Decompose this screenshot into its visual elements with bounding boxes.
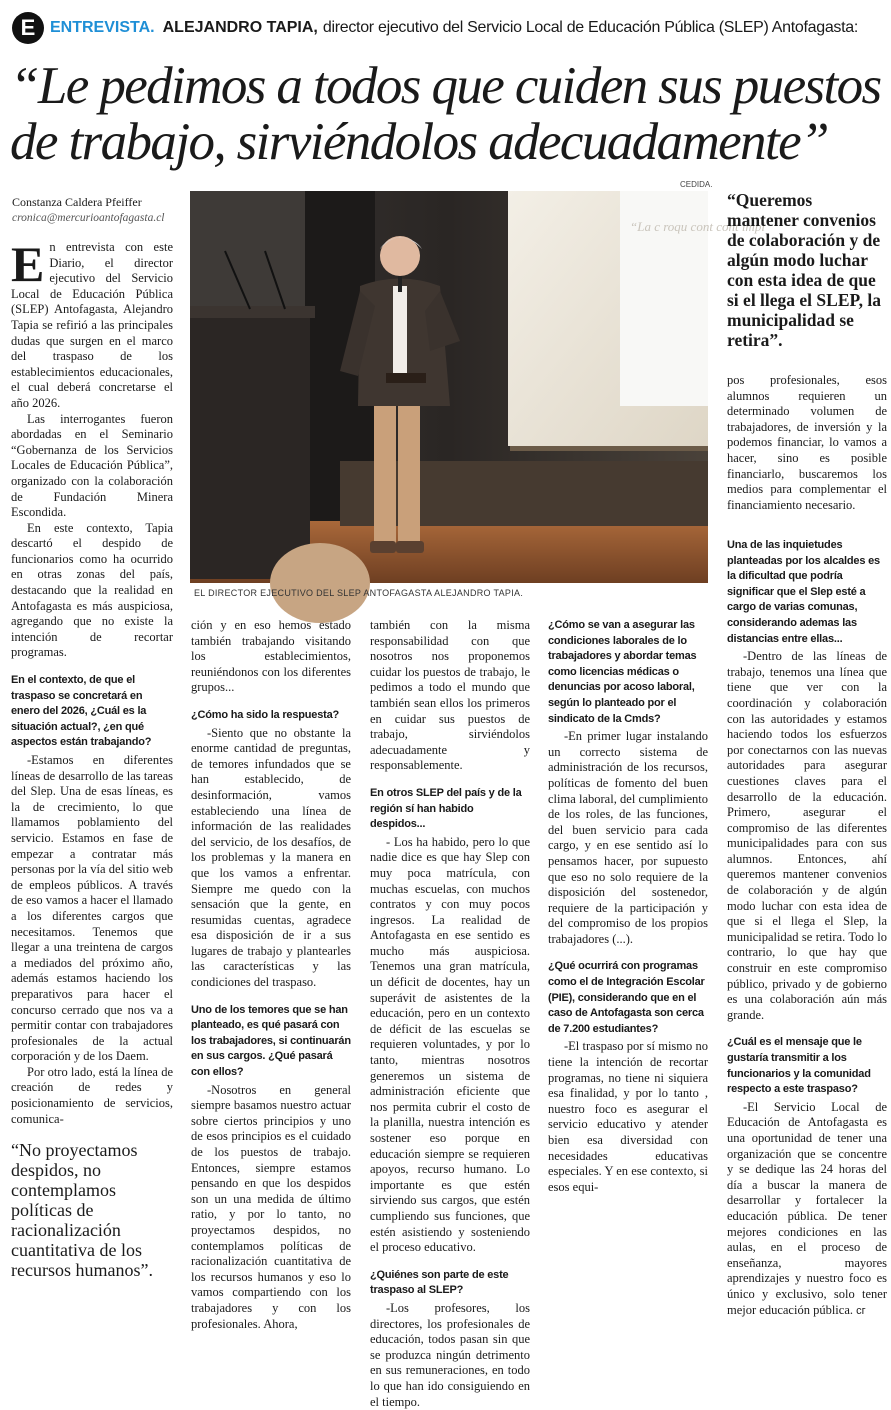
article-column-1 (11, 236, 173, 1127)
interview-question: Uno de los temores que se han planteado, es qué pasará con los trabajadores, si continuarán en sus cargos. ¿Qué pasará con ellos? (191, 1003, 351, 1079)
interview-answer: -En primer lugar instalando un correcto sistema de administración de los recursos, políticas de fomento del buen clima laboral, del cumplimiento de los roles, de las funciones, del buen servicio para cada cargo, y en ese sentido así lo pensamos hacer, por supuesto que eso no solo requiere de la disposición del sostenedor, requiere de la participación y del compromiso de los propios trabajadores (...). (548, 729, 708, 946)
interview-answer: Por otro lado, está la línea de creación de redes y posicionamiento de servicios, comunica- (11, 1064, 173, 1126)
interview-answer: también con la misma responsabilidad con que nosotros nos proponemos cuidar los puestos de trabajo, le pedimos a todo el mundo que también sean ellos los primeros en cuidar sus puestos de trabajo, sirviéndolos adecuadamente y responsablemente. (370, 618, 530, 773)
article-column-3 (370, 618, 530, 1410)
interview-answer: -Nosotros en general siempre basamos nuestro actuar sobre ciertos principios y uno de esos principios es el cuidado de los puestos de trabajo. Entonces, siempre estamos pensando en que los despidos son un una medida de último ratio, y por lo tanto, no proyectamos despidos, no contemplamos políticas de racionalización cuantitativa de los recursos humanos y eso lo vamos compartiendo con los trabajadores y con los profesionales. Ahora, (191, 1082, 351, 1331)
end-mark-icon: ᴄᴦ (856, 1304, 866, 1317)
interview-question: En el contexto, de que el traspaso se concretará en enero del 2026, ¿Cuál es la situación actual?, ¿en qué aspectos están trabajando? (11, 674, 152, 749)
interview-answer: -El traspaso por sí mismo no tiene la intención de recortar programas, no tiene ni siquiera esa finalidad, y por lo tanto , nuestro foco es asegurar el servicio educativo y atender bien esa diversidad con necesidades educativas especiales. Y en ese contexto, si esos equi- (548, 1039, 708, 1194)
photo-illustration (190, 191, 765, 583)
lead-paragraph: En entrevista con este Diario, el director ejecutivo del Servicio Local de Educación Pública (SLEP) Antofagasta, Alejandro Tapia se refirió a las principales dudas que surgen en el marco del traspaso de los establecimientos educacionales, el cual deberá concretarse el año 2026. (11, 236, 173, 410)
article-column-5-top (727, 373, 887, 513)
paragraph: En este contexto, Tapia descartó el despido de funcionarios como ha ocurrido en otras zonas del país, destacando que la realidad en Antofagasta es más auspiciosa, agregando que no existe la intención de recortar programas. (11, 520, 173, 660)
pull-quote-left: “No proyectamos despidos, no contemplamos políticas de racionalización cuantitativa de los recursos humanos”. (11, 1140, 153, 1280)
headline: “Le pedimos a todos que cuiden sus puestos de trabajo, sirviéndolos adecuadamente” (10, 57, 881, 171)
interview-answer: pos profesionales, esos alumnos requieren un determinado volumen de trabajadores, de inversión y la podemos financiar, lo vamos a hacer, sino es posible financiarlo, buscaremos los medios para complementar el financiamiento necesario. (727, 373, 887, 512)
interview-question: ¿Quiénes son parte de este traspaso al SLEP? (370, 1268, 509, 1297)
section-badge: E (12, 12, 44, 44)
interview-question: ¿Cómo ha sido la respuesta? (191, 708, 340, 721)
article-column-4 (548, 618, 708, 1195)
interview-answer: -Los profesores, los directores, los profesionales de educación, todos pasan sin que se produzca ningún detrimento en sus remuneraciones, en todo lo que han ido consiguiendo en el tiempo. (370, 1300, 530, 1409)
byline-author: Constanza Caldera Pfeiffer (12, 195, 142, 209)
interview-answer: -Dentro de las líneas de trabajo, tenemos una línea que tiene que ver con la coordinación y colaboración con las autoridades y estamos haciendo todos los esfuerzos por conectarnos con las nuevas autoridades para asegurar cuestiones claves para el desarrollo de la educación. Primero, asegurar el compromiso de las diferentes municipalidades para con sus alumnos. Entonces, ahí queremos mantener convenios de colaboración y de algún modo luchar con esta idea de que si el llega el Slep, la municipalidad se retira. Todo lo contrario, lo que hay que construir en este compromiso público, privado y de gobierno es una colaboración aún más grande. (727, 649, 887, 1022)
interview-answer: -Estamos en diferentes líneas de desarrollo de las tareas del Slep. Una de esas líneas, es la de crecimiento, lo que llamamos poblamiento del servicio. Estamos en fase de empezar a contratar más personas por la vía del sitio web de empleos públicos. A través de eso vamos a hacer el llamado a los diferentes cargos que necesitamos. Tenemos que llegar a una treintena de cargos a mediados del próximo año, además estamos haciendo los preparativos para hacer el concurso cerrado que nos va a permitir contar con trabajadores profesionales de la actual corporación y de los Daem. (11, 753, 173, 1064)
article-column-5 (727, 538, 887, 1319)
interview-question: Una de las inquietudes planteadas por los alcaldes es la dificultad que podría significar que el Slep esté a cargo de varias comunas, considerando ademas las distancias entre ellas... (727, 539, 880, 645)
photo-caption: EL DIRECTOR EJECUTIVO DEL SLEP ANTOFAGASTA ALEJANDRO TAPIA. (194, 588, 524, 598)
article-photo (190, 191, 765, 583)
kicker-line (12, 10, 882, 46)
interview-answer: ción y en eso hemos estado también trabajando visitando los establecimientos, reuniéndonos con los diferentes grupos... (191, 618, 351, 695)
section-label: ENTREVISTA. (50, 19, 155, 36)
interview-answer: - Los ha habido, pero lo que nadie dice es que hay Slep con muy poca matrícula, con muchas escuelas, con muchos contratos y con muy pocos ingresos. La realidad de Antofagasta en ese sentido es mucho más auspiciosa. Tenemos una gran matrícula, un déficit de docentes, hay un superávit de asistentes de la educación, pero en un contexto de déficit de las escuelas se requieren voluntades, y por lo tanto, mientras nosotros generemos un sistema de administración eficiente que nos permita cubrir el costo de la planilla, nuestra intención es sostener eso porque en educación siempre se requieren apoyos, recurso humano. Lo importante es que estén sirviendo sus cargos, que estén cumpliendo sus funciones, que estén asistiendo y sosteniendo el proceso educativo. (370, 834, 530, 1255)
interviewee-name: ALEJANDRO TAPIA, (162, 19, 318, 36)
interviewee-role: director ejecutivo del Servicio Local de Educación Pública (SLEP) Antofagasta: (322, 19, 859, 36)
interview-question: ¿Qué ocurrirá con programas como el de Integración Escolar (PIE), considerando que en el caso de Antofagasta son cerca de 7.200 estudiantes? (548, 960, 705, 1035)
interview-question: En otros SLEP del país y de la región sí han habido despidos... (370, 786, 522, 831)
byline-email: cronica@mercurioantofagasta.cl (12, 212, 165, 224)
article-column-2 (191, 618, 351, 1332)
screen-text: “La c roqu cont cont impl (630, 219, 765, 234)
interview-question: ¿Cuál es el mensaje que le gustaría transmitir a los funcionarios y la comunidad respecto a este traspaso? (727, 1036, 871, 1096)
paragraph: Las interrogantes fueron abordadas en el Seminario “Gobernanza de los Servicios Locales de Educación Pública”, organizado con la colaboración de Fundación Minera Escondida. (11, 411, 173, 520)
interview-question: ¿Cómo se van a asegurar las condiciones laborales de lo trabajadores y abordar temas como licencias médicas o denuncias por acoso laboral, según lo planteado por el sindicato de la Cmds? (548, 619, 697, 725)
photo-credit: CEDIDA. (680, 180, 713, 189)
interview-answer: -El Servicio Local de Educación de Antofagasta es una oportunidad de tener una organización que se concentre y se dedique las 24 horas del día a buscar la manera de desarrollar y fortalecer la educación pública. De tener mejores condiciones en las aulas, en el proceso de enseñanza, mayores aprendizajes y nuestro foco es único y exclusivo, solo tener mejor educación pública. ᴄᴦ (727, 1099, 887, 1317)
drop-cap: E (11, 236, 45, 292)
interview-answer: -Siento que no obstante la enorme cantidad de preguntas, de temores infundados que se han establecido, de desinformación, vamos estableciendo una línea de información de las realidades del servicio, de los desafíos, de los problemas y la manera en que los vamos a enfrentar. Siempre me quedo con la sensación que la gente, en resumidas cuentas, agradece esa disposición de ir a sus lugares de trabajo y plantearles las características y las condiciones del traspaso. (191, 725, 351, 990)
pull-quote-right: “Queremos mantener convenios de colaboración y de algún modo luchar con esta idea de que si el llega el SLEP, la municipalidad se retira”. (727, 190, 881, 350)
